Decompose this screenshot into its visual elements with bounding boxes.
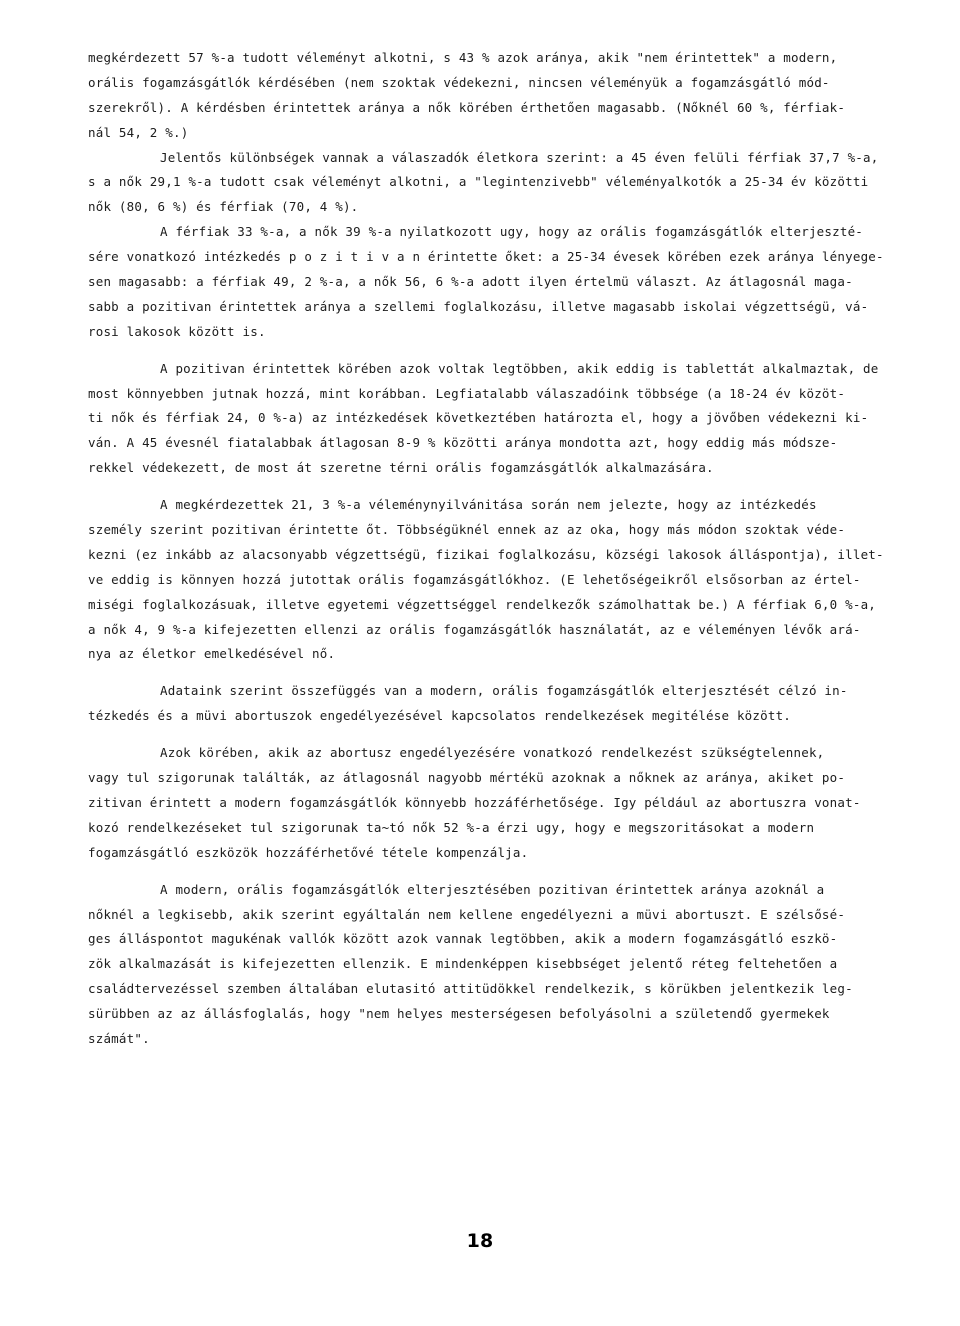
text-line: Jelentős különbségek vannak a válaszadók életkora szerint: a 45 éven felüli férfiak 37,7 %-a, — [160, 149, 879, 165]
text-line: számát". — [88, 1030, 150, 1046]
paragraph-spacer — [88, 345, 900, 357]
text-line: sére vonatkozó intézkedés p o z i t i v a n érintette őket: a 25-34 évesek körében ezek aránya lényege- — [88, 249, 884, 265]
paragraph-1 — [88, 46, 900, 146]
text-line: megkérdezett 57 %-a tudott véleményt alkotni, s 43 % azok aránya, akik "nem érintettek" a modern, — [88, 50, 838, 65]
text-line: sabb a pozitivan érintettek aránya a szellemi foglalkozásu, illetve magasabb iskolai végzettségü, vá- — [88, 298, 869, 314]
text-line: zitivan érintett a modern fogamzásgátlók könnyebb hozzáférhetősége. Igy például az abortuszra vonat- — [88, 794, 861, 810]
paragraph-spacer — [88, 481, 900, 493]
page-number: 18 — [466, 1230, 494, 1252]
text-line: vagy tul szigorunak találták, az átlagosnál nagyobb mértékü azoknak a nőknek az aránya, akiket po- — [88, 770, 846, 786]
text-line: nya az életkor emelkedésével nő. — [88, 646, 336, 662]
text-line: Adataink szerint összefüggés van a modern, orális fogamzásgátlók elterjesztését célzó in- — [160, 683, 848, 699]
text-line: Azok körében, akik az abortusz engedélyezésére vonatkozó rendelkezést szükségtelennek, — [160, 745, 825, 761]
paragraph-2 — [88, 146, 900, 221]
text-line: nőknél a legkisebb, akik szerint egyáltalán nem kellene engedélyezni a müvi abortuszt. E szélsősé- — [88, 906, 846, 922]
text-line: ván. A 45 évesnél fiatalabbak átlagosan 8-9 % közötti aránya mondotta azt, hogy eddig más módsze- — [88, 435, 838, 451]
paragraph-5 — [88, 493, 900, 667]
text-line: ve eddig is könnyen hozzá jutottak orális fogamzásgátlókhoz. (E lehetőségeikről elsősorban az értel- — [88, 571, 861, 587]
paragraph-spacer — [88, 667, 900, 679]
text-line: személy szerint pozitivan érintette őt. Többségüknél ennek az az oka, hogy más módon szoktak véde- — [88, 522, 846, 538]
text-line: családtervezéssel szemben általában elutasitó attitüdökkel rendelkezik, s körükben jelentkezik leg- — [88, 981, 853, 997]
paragraph-6 — [88, 679, 900, 729]
text-line: kezni (ez inkább az alacsonyabb végzettségü, fizikai foglalkozásu, községi lakosok álláspontja), illet- — [88, 546, 884, 562]
text-line: most könnyebben jutnak hozzá, mint korábban. Legfiatalabb válaszadóink többsége (a 18-24 év közöt- — [88, 385, 846, 401]
text-line: miségi foglalkozásuak, illetve egyetemi végzettséggel rendelkezők számolhattak be.) A férfiak 6,0 %-a, — [88, 596, 877, 612]
text-line: fogamzásgátló eszközök hozzáférhetővé tétele kompenzálja. — [88, 844, 529, 860]
text-line: orális fogamzásgátlók kérdésében (nem szoktak védekezni, nincsen véleményük a fogamzásgátló mód- — [88, 74, 830, 90]
text-line: A pozitivan érintettek körében azok voltak legtöbben, akik eddig is tablettát alkalmaztak, de — [160, 360, 879, 376]
text-line: tézkedés és a müvi abortuszok engedélyezésével kapcsolatos rendelkezések megitélése között. — [88, 708, 792, 724]
paragraph-3 — [88, 220, 900, 344]
text-line: ti nők és férfiak 24, 0 %-a) az intézkedések következtében határozta el, hogy a jövőben védekezni ki- — [88, 410, 869, 426]
text-line: rekkel védekezett, de most át szeretne térni orális fogamzásgátlók alkalmazására. — [88, 460, 714, 476]
text-line: nők (80, 6 %) és férfiak (70, 4 %). — [88, 199, 359, 215]
text-line: s a nők 29,1 %-a tudott csak véleményt alkotni, a "legintenzivebb" véleményalkotók a 25-34 év közötti — [88, 174, 869, 190]
text-line: szerekről). A kérdésben érintettek aránya a nők körében érthetően magasabb. (Nőknél 60 %, férfiak- — [88, 99, 846, 115]
text-line: rosi lakosok között is. — [88, 323, 266, 339]
text-line: A megkérdezettek 21, 3 %-a véleménynyilvánitása során nem jelezte, hogy az intézkedés — [160, 497, 817, 513]
text-line: a nők 4, 9 %-a kifejezetten ellenzi az orális fogamzásgátlók használatát, az e véleményen lévők ará- — [88, 621, 861, 637]
text-line: A férfiak 33 %-a, a nők 39 %-a nyilatkozott ugy, hogy az orális fogamzásgátlók elterjeszté- — [160, 224, 864, 240]
text-line: sürübben az az állásfoglalás, hogy "nem helyes mesterségesen befolyásolni a születendő gyermekek — [88, 1006, 830, 1022]
paragraph-4 — [88, 357, 900, 481]
text-line: zök alkalmazását is kifejezetten ellenzik. E mindenképpen kisebbséget jelentő réteg feltehetően a — [88, 956, 838, 972]
text-line: sen magasabb: a férfiak 49, 2 %-a, a nők 56, 6 %-a adott ilyen értelmü választ. Az átlagosnál maga- — [88, 274, 853, 290]
paragraph-7 — [88, 741, 900, 865]
paragraph-8 — [88, 878, 900, 1052]
paragraph-spacer — [88, 866, 900, 878]
document-body — [88, 46, 900, 1052]
paragraph-spacer — [88, 729, 900, 741]
text-line: ges álláspontot magukénak vallók között azok vannak legtöbben, akik a modern fogamzásgátló eszkö- — [88, 931, 838, 947]
text-line: A modern, orális fogamzásgátlók elterjesztésében pozitivan érintettek aránya azoknál a — [160, 881, 825, 897]
text-line: nál 54, 2 %.) — [88, 124, 189, 140]
text-line: kozó rendelkezéseket tul szigorunak ta~tó nők 52 %-a érzi ugy, hogy e megszoritásokat a modern — [88, 819, 815, 835]
